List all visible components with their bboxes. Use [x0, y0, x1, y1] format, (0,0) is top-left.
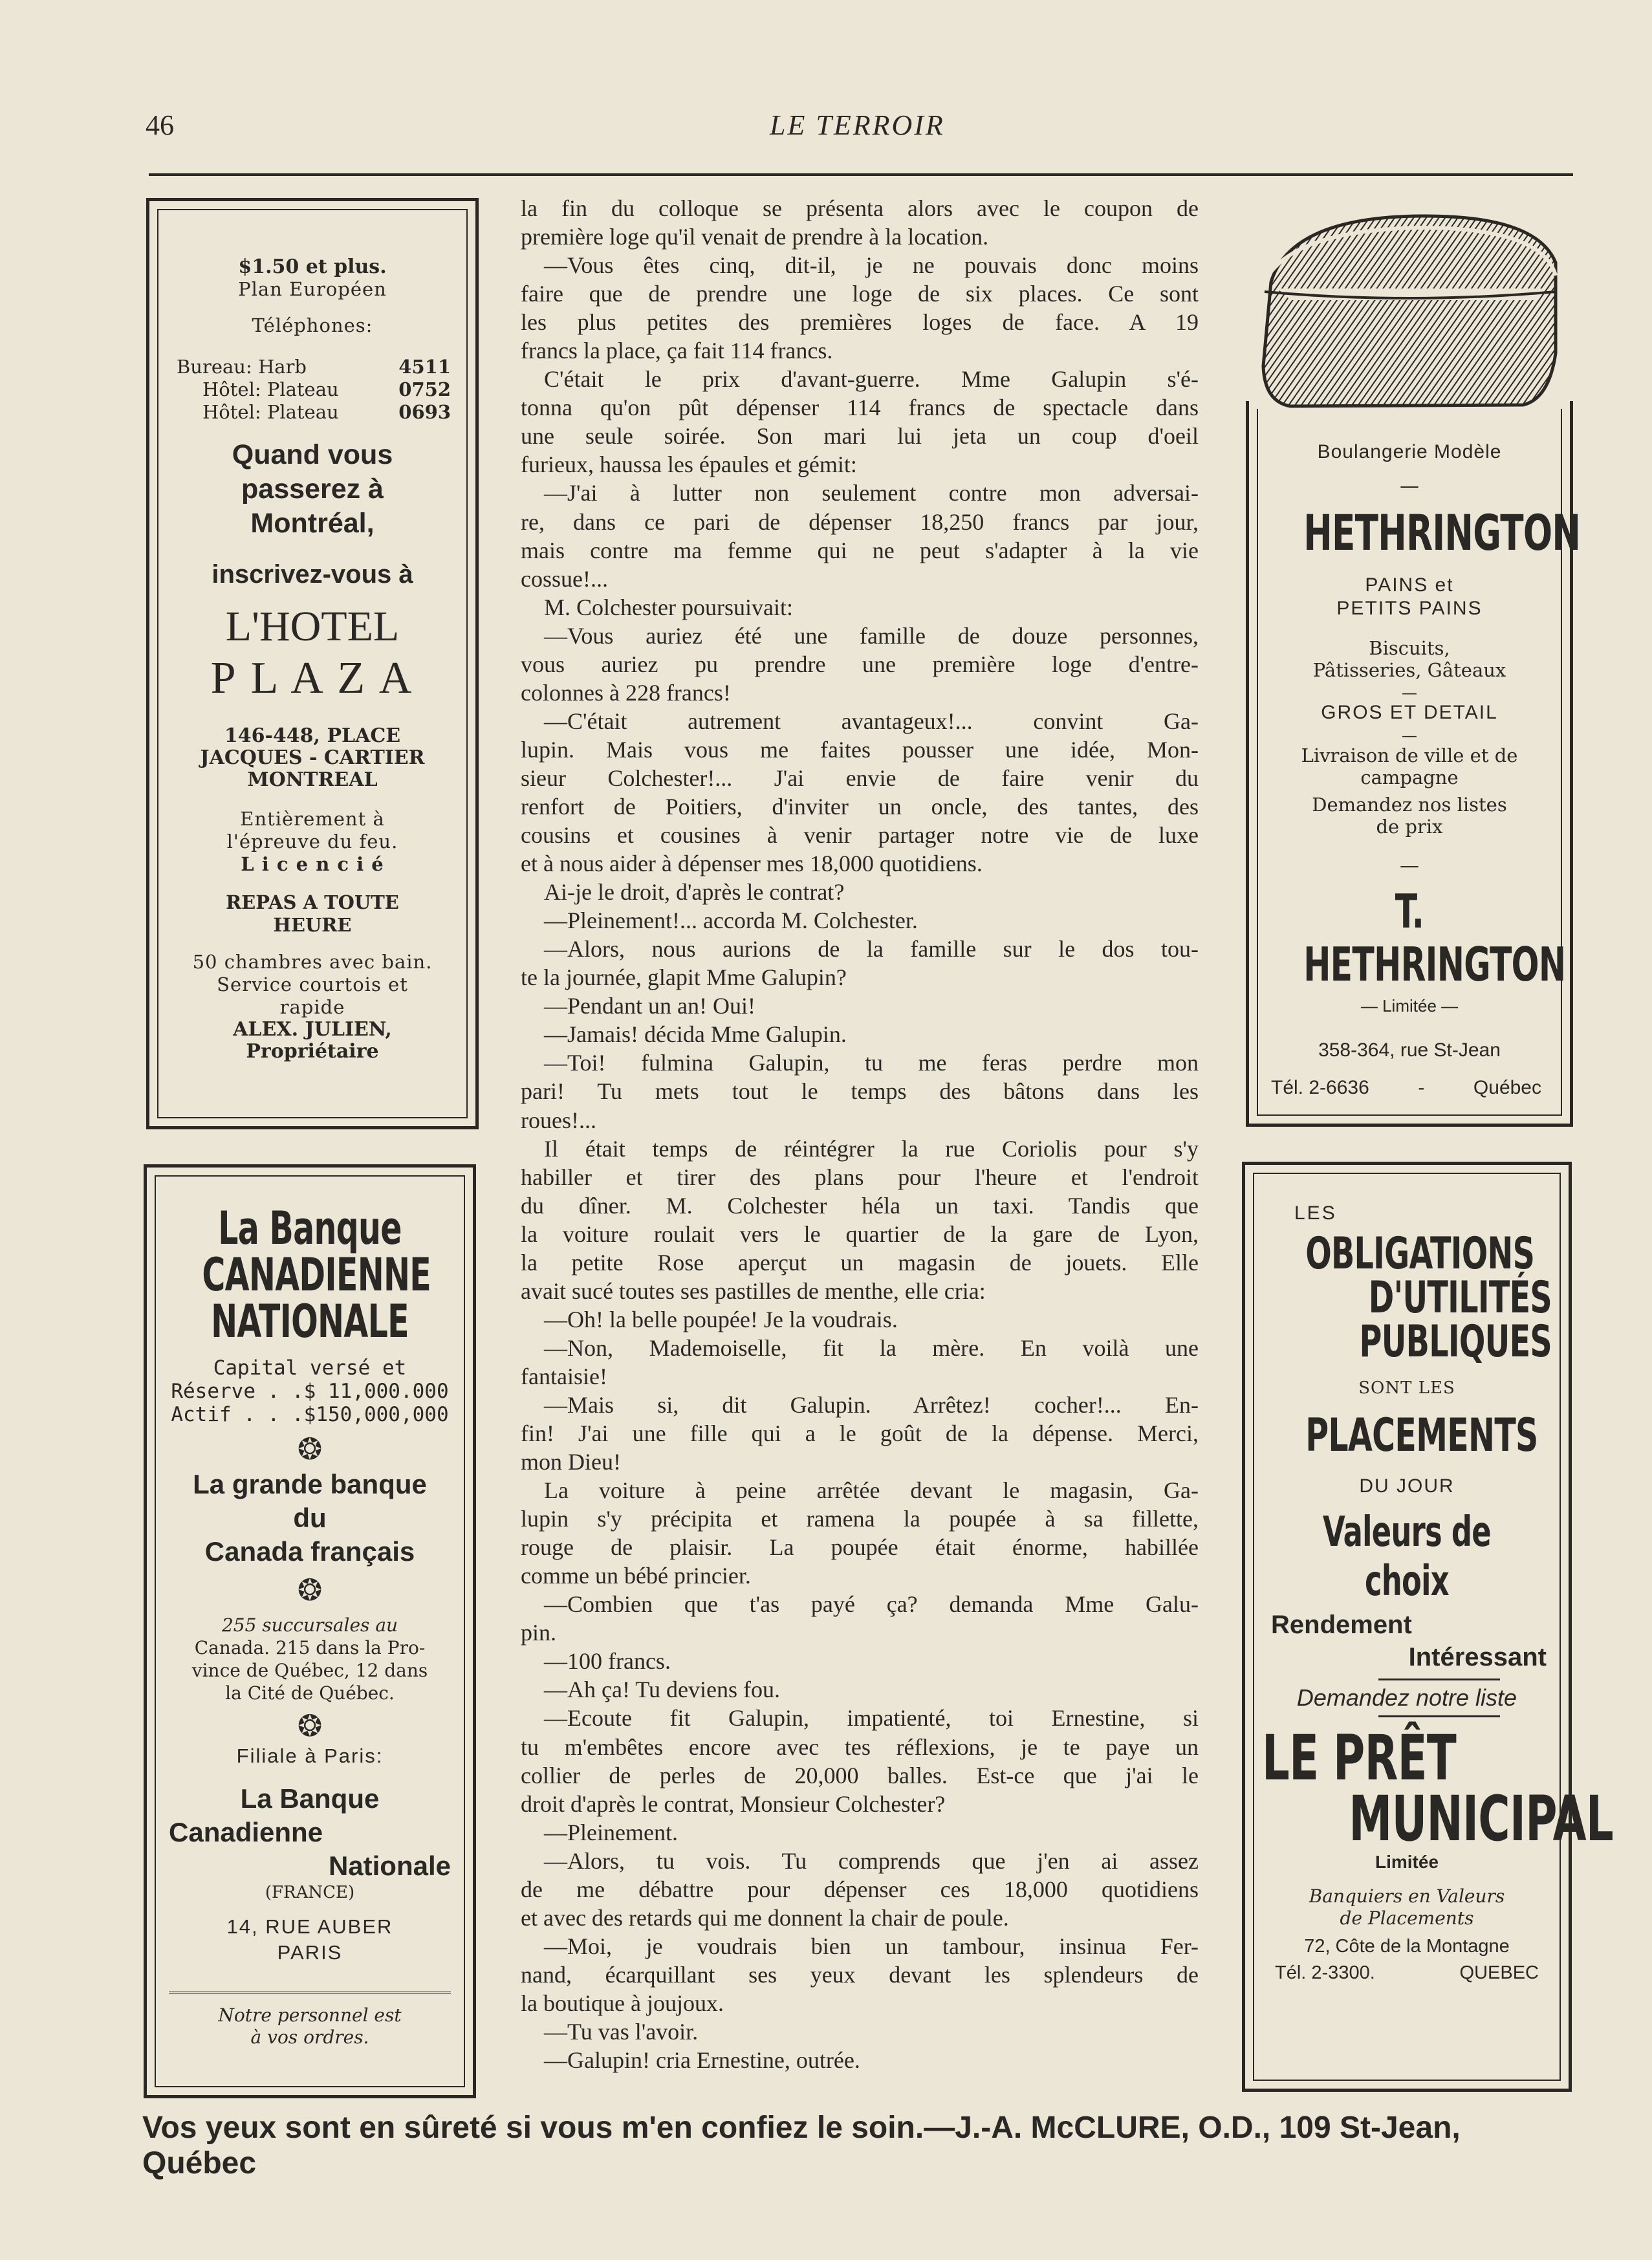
- hotel-address-2: JACQUES - CARTIER: [200, 746, 425, 769]
- bonds-city: QUEBEC: [1459, 1962, 1539, 1983]
- article-line: lupin. Mais vous me faites pousser une idée, Mon-: [521, 736, 1199, 763]
- hotel-phone-label: Hôtel: Plateau: [202, 401, 339, 423]
- article-line: fin! J'ai une fille qui a le goût de la dépense. Merci,: [521, 1420, 1199, 1447]
- article-line: —Alors, tu vois. Tu comprends que j'en ai assez: [544, 1847, 1199, 1874]
- article-line: —Ecoute fit Galupin, impatienté, toi Ernestine, si: [544, 1705, 1199, 1732]
- header-rule: [149, 173, 1573, 176]
- hotel-licensed: L i c e n c i é: [241, 853, 384, 875]
- article-line: et avec des retards qui me donnent la chair de poule.: [521, 1904, 1009, 1931]
- article-line: la voiture roulait vers le quartier de la gare de Lyon,: [521, 1221, 1199, 1247]
- article-line: lupin s'y précipita et ramena la poupée à sa fillette,: [521, 1506, 1199, 1532]
- article-line: —C'était autrement avantageux!... convint Ga-: [544, 708, 1199, 734]
- hotel-plaza-ad: [146, 198, 479, 1129]
- bonds-du-jour: DU JOUR: [1359, 1475, 1455, 1497]
- bakery-lists-2: de prix: [1376, 816, 1443, 838]
- bank-assets: Actif . . .$150,000,000: [171, 1403, 449, 1426]
- bank-branches-1: 255 succursales au: [221, 1614, 398, 1636]
- article-line: —Tu vas l'avoir.: [544, 2019, 699, 2045]
- bakery-tel-separator: -: [1418, 1077, 1425, 1098]
- hotel-plan: Plan Européen: [238, 278, 387, 300]
- ornament-icon: ❂: [297, 1708, 323, 1743]
- hotel-headline-2: passerez à: [241, 473, 384, 505]
- bank-divider: [169, 1992, 451, 1994]
- hotel-price: $1.50 et plus.: [238, 255, 387, 278]
- bonds-ad: [1242, 1162, 1614, 2092]
- article-line: M. Colchester poursuivait:: [544, 594, 793, 620]
- article-line: —Non, Mademoiselle, fit la mère. En voilà une: [544, 1334, 1199, 1361]
- article-line: —100 francs.: [544, 1648, 671, 1675]
- hotel-owner-title: Propriétaire: [246, 1040, 379, 1063]
- article-line: roues!...: [521, 1107, 596, 1133]
- article-line: —J'ai à lutter non seulement contre mon adversai-: [544, 480, 1199, 506]
- bonds-limitee: Limitée: [1375, 1852, 1439, 1872]
- bank-ad: [144, 1164, 476, 2098]
- article-line: —Ah ça! Tu deviens fou.: [544, 1677, 780, 1703]
- bank-name-2: CANADIENNE: [202, 1248, 431, 1301]
- bonds-valeurs: Valeurs de choix: [1323, 1508, 1491, 1605]
- bakery-limited: — Limitée —: [1360, 996, 1459, 1016]
- article-line: re, dans ce pari de dépenser 18,250 francs par jour,: [521, 508, 1199, 535]
- hotel-address-3: MONTREAL: [247, 768, 378, 791]
- bonds-interessant: Intéressant: [1408, 1643, 1547, 1671]
- hotel-name-2: P L A Z A: [210, 653, 415, 703]
- bakery-delivery-2: campagne: [1360, 766, 1459, 788]
- bakery-dash: —: [1402, 726, 1417, 744]
- article-line: les plus petites des premières loges de face. A 19: [521, 309, 1199, 336]
- bonds-address: 72, Côte de la Montagne: [1304, 1936, 1510, 1957]
- bank-branches-4: la Cité de Québec.: [225, 1682, 395, 1704]
- hotel-phone-label: Hôtel: Plateau: [202, 378, 339, 400]
- article-line: Ai-je le droit, d'après le contrat?: [544, 879, 845, 906]
- bank-filiale: Filiale à Paris:: [236, 1744, 384, 1767]
- hotel-name-1: L'HOTEL: [225, 603, 400, 650]
- ornament-icon: ❂: [297, 1572, 323, 1607]
- bonds-sont-les: SONT LES: [1358, 1378, 1455, 1398]
- bonds-demandez: Demandez notre liste: [1296, 1684, 1517, 1711]
- hotel-fire-1: Entièrement à: [240, 808, 385, 830]
- bank-staff-2: à vos ordres.: [250, 2026, 369, 2048]
- hotel-meals-1: REPAS A TOUTE: [226, 891, 399, 913]
- article-line: pin.: [521, 1620, 557, 1646]
- article-line: et à nous aider à dépenser mes 18,000 quotidiens.: [521, 851, 983, 877]
- bank-staff-1: Notre personnel est: [218, 2005, 402, 2026]
- bakery-city: Québec: [1473, 1077, 1541, 1098]
- bank-paris-1: La Banque: [240, 1783, 380, 1814]
- bakery-bread-2: PETITS PAINS: [1336, 598, 1483, 619]
- article-line: du dîner. M. Colchester héla un taxi. Tandis que: [521, 1192, 1199, 1219]
- article-line: —Toi! fulmina Galupin, tu me feras perdre mon: [544, 1050, 1199, 1076]
- bakery-company: T. HETHRINGTON: [1303, 884, 1566, 992]
- bonds-line-1: OBLIGATIONS: [1305, 1228, 1535, 1279]
- bakery-pastry-2: Pâtisseries, Gâteaux: [1312, 659, 1506, 681]
- article-line: tu m'embêtes encore avec tes réflexions, je te paye un: [521, 1733, 1199, 1760]
- bakery-address: 358-364, rue St-Jean: [1318, 1039, 1501, 1061]
- hotel-phone-number: 0752: [398, 378, 451, 400]
- bread-loaf-icon: [1252, 204, 1569, 411]
- bank-paris-2: Canadienne: [169, 1817, 323, 1847]
- bonds-pret-1: LE PRÊT: [1262, 1722, 1456, 1794]
- hotel-phones-label: Téléphones:: [252, 314, 373, 336]
- article-line: habiller et tirer des plans pour l'heure et l'endroit: [521, 1164, 1199, 1190]
- ornament-icon: ❂: [297, 1431, 323, 1466]
- hotel-phone-row: [177, 356, 451, 378]
- article-line: pari! Tu mets tout le temps des bâtons dans les: [521, 1078, 1199, 1105]
- bakery-delivery-1: Livraison de ville et de: [1301, 744, 1518, 766]
- article-line: mon Dieu!: [521, 1449, 621, 1475]
- hotel-phone-row: [177, 378, 451, 401]
- bonds-rendement: Rendement: [1271, 1611, 1412, 1639]
- bonds-bankers-1: Banquiers en Valeurs: [1309, 1885, 1505, 1907]
- bank-paris-country: (FRANCE): [265, 1883, 355, 1902]
- article-line: —Pendant un an! Oui!: [544, 993, 755, 1019]
- bank-paris-addr-2: PARIS: [277, 1941, 343, 1964]
- article-line: —Jamais! décida Mme Galupin.: [544, 1021, 847, 1048]
- bank-slogan-2: du: [293, 1503, 327, 1533]
- article-line: —Pleinement!... accorda M. Colchester.: [544, 907, 918, 934]
- hotel-address-1: 146-448, PLACE: [224, 724, 401, 747]
- article-line: mais contre ma femme qui ne peut s'adapter à la vie: [521, 537, 1199, 563]
- bonds-placements: PLACEMENTS: [1305, 1409, 1538, 1462]
- article-line: tonna qu'on pût dépenser 114 francs de spectacle dans: [521, 395, 1199, 421]
- article-line: La voiture à peine arrêtée devant le magasin, Ga-: [544, 1477, 1199, 1504]
- article-line: une seule soirée. Son mari lui jeta un coup d'oeil: [521, 423, 1199, 450]
- article-line: Il était temps de réintégrer la rue Coriolis pour s'y: [544, 1135, 1199, 1162]
- bonds-line-2: D'UTILITÉS: [1368, 1272, 1552, 1323]
- bank-branches-3: vince de Québec, 12 dans: [191, 1660, 428, 1681]
- article-line: droit d'après le contrat, Monsieur Colchester?: [521, 1790, 946, 1817]
- article-line: rouge de plaisir. La poupée était énorme, habillée: [521, 1534, 1199, 1561]
- article-line: renfort de Poitiers, d'inviter un oncle, des tantes, des: [521, 793, 1199, 820]
- hotel-phones: [158, 356, 466, 424]
- article-line: —Vous auriez été une famille de douze personnes,: [544, 622, 1199, 649]
- bakery-lists-1: Demandez nos listes: [1312, 794, 1507, 816]
- hotel-phone-row: [177, 401, 451, 424]
- hotel-service-1: Service courtois et: [217, 973, 408, 995]
- bank-name-1: La Banque: [218, 1202, 402, 1255]
- bakery-dash: —: [1400, 475, 1419, 497]
- bakery-subtitle: Boulangerie Modèle: [1317, 441, 1502, 462]
- article-line: la petite Rose aperçut un magasin de jouets. Elle: [521, 1249, 1199, 1276]
- bank-capital-2: Réserve . .$ 11,000.000: [171, 1380, 449, 1403]
- footer-advertisement: Vos yeux sont en sûreté si vous m'en confiez le soin.—J.-A. McCLURE, O.D., 109 St-Jean, Québec: [142, 2111, 1461, 2180]
- hotel-fire-2: l'épreuve du feu.: [226, 831, 398, 853]
- bank-paris-addr-1: 14, RUE AUBER: [226, 1915, 393, 1938]
- article-line: furieux, haussa les épaules et gémit:: [521, 451, 857, 478]
- article-line: —Moi, je voudrais bien un tambour, insinua Fer-: [544, 1933, 1199, 1959]
- bakery-dash: —: [1400, 854, 1419, 877]
- article-line: —Oh! la belle poupée! Je la voudrais.: [544, 1306, 898, 1332]
- bank-slogan-1: La grande banque: [193, 1469, 427, 1499]
- article-line: —Vous êtes cinq, dit-il, je ne pouvais donc moins: [544, 252, 1199, 279]
- article-line: —Pleinement.: [544, 1819, 678, 1845]
- article-line: comme un bébé princier.: [521, 1563, 751, 1589]
- bonds-bankers-2: de Placements: [1340, 1907, 1474, 1929]
- hotel-headline-1: Quand vous: [232, 439, 393, 470]
- bonds-pret-2: MUNICIPAL: [1349, 1783, 1614, 1855]
- bonds-tel: Tél. 2-3300.: [1275, 1962, 1375, 1983]
- article-line: —Mais si, dit Galupin. Arrêtez! cocher!... En-: [544, 1391, 1199, 1418]
- article-line: —Alors, nous aurions de la famille sur le dos tou-: [544, 936, 1199, 962]
- article-line: fantaisie!: [521, 1363, 607, 1389]
- article-line: —Combien que t'as payé ça? demanda Mme Galu-: [544, 1591, 1199, 1618]
- bank-capital-1: Capital versé et: [213, 1356, 407, 1380]
- bakery-bread-1: PAINS et: [1365, 574, 1454, 596]
- article-line: sieur Colchester!... J'ai envie de faire venir du: [521, 765, 1199, 791]
- article-line: francs la place, ça fait 114 francs.: [521, 338, 833, 364]
- article-line: faire que de prendre une loge de six places. Ce sont: [521, 281, 1199, 307]
- bakery-ad: [1246, 401, 1581, 1127]
- hotel-rooms: 50 chambres avec bain.: [192, 951, 433, 973]
- bank-slogan-3: Canada français: [204, 1536, 415, 1567]
- article-line: C'était le prix d'avant-guerre. Mme Galupin s'é-: [544, 366, 1199, 393]
- bonds-line-3: PUBLIQUES: [1359, 1316, 1552, 1367]
- article-line: cossue!...: [521, 565, 608, 592]
- article-line: de me débattre pour dépenser ces 18,000 quotidiens: [521, 1876, 1199, 1902]
- bonds-divider: [1378, 1679, 1500, 1680]
- article-line: la boutique à joujoux.: [521, 1990, 724, 2016]
- bank-branches-2: Canada. 215 dans la Pro-: [194, 1637, 426, 1658]
- bonds-divider: [1378, 1715, 1500, 1717]
- hotel-headline-3: Montréal,: [250, 508, 375, 539]
- article-text: [521, 194, 1199, 2074]
- bakery-brand: HETHRINGTON: [1303, 504, 1581, 561]
- article-line: —Galupin! cria Ernestine, outrée.: [544, 2047, 860, 2074]
- article-line: cousins et cousines à venir partager notre vie de luxe: [521, 822, 1199, 849]
- bakery-dash: —: [1402, 684, 1417, 702]
- hotel-meals-2: HEURE: [273, 914, 352, 936]
- bakery-wholesale: GROS ET DETAIL: [1321, 702, 1498, 723]
- bank-name-3: NATIONALE: [211, 1295, 409, 1348]
- article-line: la fin du colloque se présenta alors avec le coupon de: [521, 195, 1199, 221]
- article-line: première loge qu'il venait de prendre à la location.: [521, 224, 989, 250]
- hotel-phone-number: 0693: [398, 401, 451, 423]
- article-line: te la journée, glapit Mme Galupin?: [521, 964, 847, 991]
- article-line: collier de perles de 20,000 balles. Est-ce que j'ai le: [521, 1762, 1199, 1788]
- page-number: 46: [146, 109, 174, 141]
- bank-paris-3: Nationale: [328, 1851, 451, 1881]
- article-line: nand, écarquillant ses yeux devant les splendeurs de: [521, 1961, 1199, 1988]
- article-line: vous auriez pu prendre une première loge d'entre-: [521, 651, 1199, 677]
- hotel-service-2: rapide: [279, 996, 345, 1018]
- hotel-phone-number: 4511: [398, 356, 451, 378]
- article-line: avait sucé toutes ses pastilles de menthe, elle cria:: [521, 1277, 986, 1304]
- hotel-phone-label: Bureau: Harb: [177, 356, 307, 378]
- hotel-owner: ALEX. JULIEN,: [233, 1018, 392, 1041]
- bakery-pastry-1: Biscuits,: [1369, 637, 1450, 659]
- bakery-tel: Tél. 2-6636: [1271, 1077, 1369, 1098]
- article-line: colonnes à 228 francs!: [521, 679, 731, 706]
- hotel-headline-4: inscrivez-vous à: [212, 560, 413, 589]
- journal-title: LE TERROIR: [770, 109, 945, 141]
- bonds-les: LES: [1294, 1202, 1337, 1224]
